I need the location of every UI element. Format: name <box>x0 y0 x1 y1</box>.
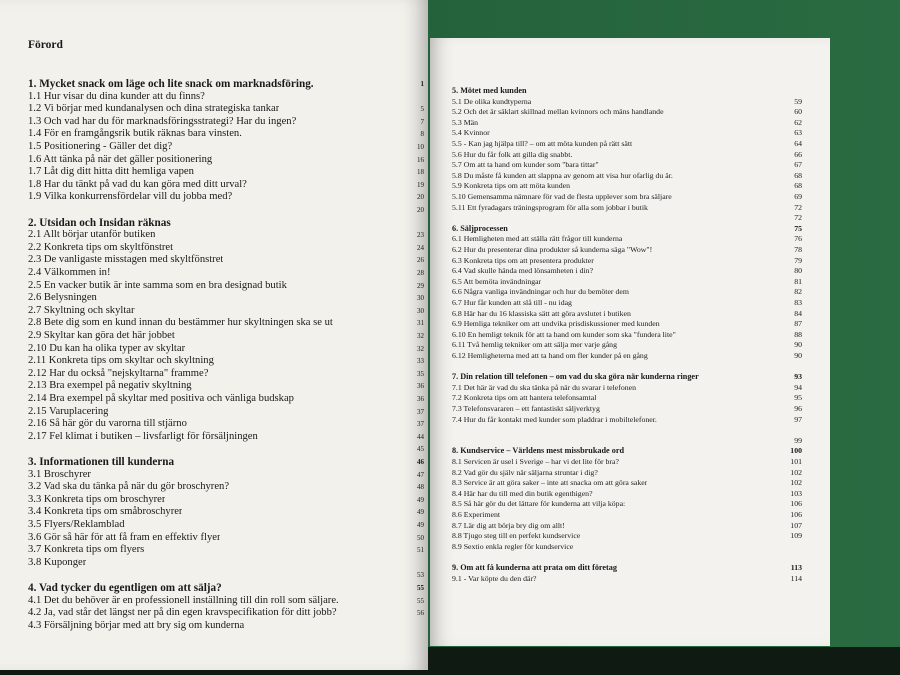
toc-page-number: 49 <box>417 495 424 504</box>
toc-page-number: 16 <box>417 155 424 164</box>
toc-page-number: 30 <box>417 294 424 303</box>
toc-page-number: 76 <box>794 234 802 244</box>
toc-entry <box>28 191 424 203</box>
toc-page-number: 97 <box>794 414 802 424</box>
toc-entry-title: 8.9 Sextio enkla regler för kundservice <box>452 541 574 551</box>
toc-entry-title: 2.4 Välkommen in! <box>28 267 111 278</box>
toc-page-number: 20 <box>417 193 424 202</box>
toc-entry <box>452 468 802 478</box>
toc-entry-title: 2.16 Så här gör du varorna till stjärno <box>28 418 187 430</box>
toc-page-number: 8 <box>420 130 424 139</box>
toc-entry <box>452 213 802 223</box>
toc-page-number: 90 <box>794 340 802 350</box>
toc-entry <box>28 595 424 607</box>
toc-entry <box>452 521 802 531</box>
toc-page-number: 94 <box>794 382 802 392</box>
toc-entry <box>452 97 802 107</box>
toc-page-number: 113 <box>790 563 802 572</box>
toc-entry-title: 7.4 Hur du får kontakt med kunder som pladdrar i mobiltelefoner. <box>452 414 657 424</box>
page-title: Förord <box>28 39 63 51</box>
toc-chapter-heading <box>452 372 802 382</box>
toc-entry-title: 2.15 Varuplacering <box>28 405 109 417</box>
toc-page-number: 36 <box>417 395 424 403</box>
toc-entry <box>28 620 424 632</box>
toc-entry-title: 9.1 - Var köpte du den där? <box>452 573 537 583</box>
toc-entry <box>452 160 802 170</box>
toc-entry-title: 5.6 Hur du får folk att gilla dig snabbt. <box>452 149 573 159</box>
toc-page-number: 93 <box>794 372 802 382</box>
toc-entry <box>28 418 424 430</box>
toc-page-number: 37 <box>417 420 424 429</box>
toc-entry <box>452 107 802 117</box>
toc-entry <box>452 383 802 393</box>
toc-entry-title: 6.11 Två hemlig tekniker om att sälja mer varje gång <box>452 340 617 350</box>
toc-entry-title: 2.17 Fel klimat i butiken – livsfarligt för försäljningen <box>28 430 258 442</box>
toc-page-number: 60 <box>794 107 802 117</box>
toc-entry <box>28 481 424 493</box>
toc-entry <box>28 431 424 443</box>
toc-chapter-heading <box>28 217 424 229</box>
toc-entry-title: 8.3 Service är att göra saker – inte att snacka om att göra saker <box>452 478 648 488</box>
toc-entry-title: 2.9 Skyltar kan göra det här jobbet <box>28 330 175 341</box>
toc-entry-title: 2.1 Allt börjar utanför butiken <box>28 229 156 241</box>
toc-page-number: 109 <box>790 531 802 541</box>
toc-page-number: 102 <box>790 467 802 477</box>
toc-page-number: 53 <box>417 571 424 580</box>
toc-page-number: 35 <box>417 369 424 378</box>
toc-entry <box>28 91 424 103</box>
toc-entry-title: 3.5 Flyers/Reklamblad <box>28 519 125 530</box>
toc-page-number: 62 <box>794 117 802 127</box>
toc-page-number: 20 <box>417 206 424 214</box>
toc-page-number: 18 <box>417 168 424 177</box>
toc-entry-title: 2.10 Du kan ha olika typer av skyltar <box>28 342 186 354</box>
toc-entry-title: 1. Mycket snack om läge och lite snack om marknadsföring. <box>28 78 314 90</box>
toc-entry-title: 6.10 En hemligt teknik för att ta hand om kunder som ska "fundera lite" <box>452 329 676 339</box>
toc-entry-title: 8. Kundservice – Världens mest missbrukade ord <box>452 446 625 456</box>
toc-entry <box>28 229 424 241</box>
toc-entry <box>452 415 802 425</box>
toc-entry <box>452 542 802 552</box>
toc-page-number: 33 <box>417 357 424 366</box>
toc-entry <box>28 519 424 531</box>
toc-entry-title: 5.5 - Kan jag hjälpa till? – om att möta kunden på rätt sätt <box>452 139 633 148</box>
toc-chapter-heading <box>452 563 802 573</box>
toc-entry-title: 1.6 Att tänka på när det gäller positionering <box>28 153 213 165</box>
toc-entry <box>452 340 802 350</box>
toc-entry-title: 6.12 Hemligheterna med att ta hand om fler kunder på en gång <box>452 351 648 360</box>
toc-entry-title: 2.7 Skyltning och skyltar <box>28 304 135 316</box>
toc-entry <box>28 254 424 266</box>
toc-entry <box>452 574 802 584</box>
toc-entry <box>452 118 802 128</box>
toc-entry-title: 5.8 Du måste få kunden att slappna av genom att visa hur ofarlig du är. <box>452 170 673 180</box>
toc-page-number: 37 <box>417 407 424 416</box>
toc-page-number: 102 <box>790 478 802 488</box>
toc-entry-title: 8.8 Tjugo steg till en perfekt kundservice <box>452 531 581 541</box>
toc-entry-title: 2.11 Konkreta tips om skyltar och skyltning <box>28 355 214 367</box>
toc-entry <box>28 443 424 455</box>
toc-entry <box>452 287 802 297</box>
toc-entry <box>28 317 424 329</box>
toc-page-number: 19 <box>417 180 424 189</box>
toc-entry <box>28 393 424 405</box>
toc-page-number: 30 <box>417 306 424 315</box>
toc-entry-title: 5.4 Kvinnor <box>452 128 490 138</box>
toc-entry-title: 8.5 Så här gör du det lättare för kunderna att vilja köpa: <box>452 499 626 509</box>
toc-page-number: 56 <box>417 609 424 618</box>
toc-entry-title: 1.9 Vilka konkurrensfördelar vill du jobba med? <box>28 191 233 203</box>
toc-entry-title: 6.6 Några vanliga invändningar och hur du bemöter dem <box>452 287 629 297</box>
toc-page-number: 46 <box>417 458 424 466</box>
toc-page-number: 82 <box>794 287 802 297</box>
toc-page-number: 72 <box>794 202 802 212</box>
toc-chapter-heading <box>452 86 802 96</box>
toc-entry <box>28 128 424 140</box>
toc-entry-title: 8.6 Experiment <box>452 510 501 519</box>
toc-entry <box>452 203 802 213</box>
toc-page-number: 107 <box>790 520 802 530</box>
toc-page-number: 80 <box>794 266 802 276</box>
toc-entry-title: 2.6 Belysningen <box>28 292 97 304</box>
toc-entry <box>452 457 802 467</box>
toc-page-number: 24 <box>417 243 424 252</box>
toc-entry <box>452 393 802 403</box>
toc-entry <box>28 494 424 506</box>
toc-entry-title: 3.4 Konkreta tips om småbroschyrer <box>28 506 183 518</box>
toc-entry-title: 2.8 Bete dig som en kund innan du bestämmer hur skyltningen ska se ut <box>28 317 333 329</box>
toc-entry-title: 8.7 Lär dig att börja bry dig om allt! <box>452 520 565 530</box>
toc-entry <box>452 171 802 181</box>
toc-entry <box>28 179 424 191</box>
toc-page-number: 72 <box>794 213 802 223</box>
toc-chapter-heading <box>28 456 424 468</box>
toc-entry <box>452 277 802 287</box>
left-book-page <box>0 0 428 670</box>
toc-entry-title: 2.13 Bra exempel på negativ skyltning <box>28 380 192 392</box>
toc-page-number: 32 <box>417 344 424 353</box>
toc-chapter-heading <box>28 582 424 594</box>
toc-entry <box>28 569 424 581</box>
toc-entry-title: 5.2 Och det är säklart skillnad mellan kvinnors och mäns handlande <box>452 107 664 117</box>
toc-entry-title: 7.1 Det här är vad du ska tänka på när du svarar i telefonen <box>452 382 637 392</box>
toc-entry <box>452 181 802 191</box>
toc-entry <box>28 242 424 254</box>
toc-page-number: 64 <box>794 139 802 148</box>
toc-entry-title: 8.1 Servicen är usel i Sverige – har vi det lite för bra? <box>452 457 619 466</box>
toc-entry <box>452 489 802 499</box>
toc-entry <box>28 469 424 481</box>
toc-entry-title: 1.4 För en framgångsrik butik räknas bara vinsten. <box>28 128 242 140</box>
toc-page-number: 67 <box>794 160 802 170</box>
toc-entry-title: 5.10 Gemensamma nämnare för vad de flesta upplever som bra säljare <box>452 192 672 201</box>
toc-entry <box>28 141 424 153</box>
toc-entry <box>452 531 802 541</box>
toc-page-number: 96 <box>794 404 802 413</box>
toc-page-number: 78 <box>794 245 802 254</box>
toc-page-number: 106 <box>790 510 802 519</box>
toc-entry-title: 2.3 De vanligaste misstagen med skyltfönstret <box>28 254 224 266</box>
toc-page-number: 99 <box>794 435 802 445</box>
toc-entry <box>28 280 424 292</box>
toc-entry-title: 5.7 Om att ta hand om kunder som "bara tittar" <box>452 160 599 170</box>
toc-page-number: 88 <box>794 329 802 339</box>
toc-entry <box>452 510 802 520</box>
toc-page-number: 81 <box>794 276 802 286</box>
toc-chapter-heading <box>452 224 802 234</box>
toc-page-number: 50 <box>417 533 424 542</box>
toc-entry <box>452 478 802 488</box>
toc-page-number: 32 <box>417 332 424 340</box>
toc-page-number: 106 <box>790 499 802 509</box>
toc-entry-title: 2.5 En vacker butik är inte samma som en bra designad butik <box>28 279 287 291</box>
toc-entry-title: 8.2 Vad gör du själv när säljarna struntar i dig? <box>452 467 598 477</box>
toc-entry <box>28 544 424 556</box>
toc-entry <box>452 245 802 255</box>
toc-entry-title: 1.5 Positionering - Gäller det dig? <box>28 141 173 152</box>
toc-entry <box>28 368 424 380</box>
toc-entry <box>452 404 802 414</box>
toc-entry-title: 3.8 Kuponger <box>28 556 87 568</box>
toc-entry-title: 5. Mötet med kunden <box>452 86 527 95</box>
toc-entry-title: 4.2 Ja, vad står det längst ner på din egen kravspecifikation för ditt jobb? <box>28 607 337 619</box>
toc-entry-title: 6.3 Konkreta tips om att presentera produkter <box>452 255 594 265</box>
toc-entry <box>28 204 424 216</box>
toc-entry-title: 4.1 Det du behöver är en professionell inställning till din roll som säljare. <box>28 594 339 606</box>
toc-entry-title: 1.7 Låt dig ditt hitta ditt hemliga vapen <box>28 166 194 178</box>
toc-page-number: 83 <box>794 298 802 307</box>
toc-entry <box>28 343 424 355</box>
toc-chapter-heading <box>28 78 424 90</box>
toc-entry <box>452 499 802 509</box>
toc-entry-title: 7.2 Konkreta tips om att hantera telefonsamtal <box>452 393 597 403</box>
toc-entry <box>28 506 424 518</box>
toc-entry <box>452 256 802 266</box>
toc-entry-title: 4. Vad tycker du egentligen om att sälja? <box>28 582 222 594</box>
toc-entry-title: 1.1 Hur visar du dina kunder att du finns? <box>28 90 205 102</box>
toc-page-number: 47 <box>417 470 424 479</box>
toc-entry <box>452 266 802 276</box>
toc-page-number: 87 <box>794 319 802 329</box>
toc-entry <box>28 267 424 279</box>
toc-entry <box>28 557 424 569</box>
toc-entry-title: 2.2 Konkreta tips om skyltfönstret <box>28 241 174 253</box>
toc-entry-title: 5.1 De olika kundtyperna <box>452 96 532 106</box>
toc-page-number: 66 <box>794 149 802 159</box>
toc-page-number: 48 <box>417 483 424 492</box>
toc-entry-title: 6.8 Här har du 16 klassiska sätt att göra avslutet i butiken <box>452 308 631 318</box>
toc-page-number: 55 <box>417 584 424 592</box>
toc-page-number: 55 <box>417 596 424 605</box>
toc-entry <box>452 150 802 160</box>
toc-page-number: 10 <box>417 143 424 151</box>
toc-page-number: 29 <box>417 281 424 290</box>
toc-page-number: 51 <box>417 546 424 555</box>
toc-entry-title: 1.8 Har du tänkt på vad du kan göra med ditt urval? <box>28 178 247 190</box>
toc-page-number: 103 <box>790 488 802 498</box>
toc-entry <box>452 351 802 361</box>
toc-entry <box>452 436 802 446</box>
toc-entry-title: 3. Informationen till kunderna <box>28 456 175 468</box>
toc-entry <box>452 139 802 149</box>
toc-entry <box>28 116 424 128</box>
toc-entry-title: 6.7 Hur får kunden att slå till - nu idag <box>452 298 572 307</box>
toc-entry-title: 1.2 Vi börjar med kundanalysen och dina strategiska tankar <box>28 103 280 115</box>
toc-entry-title: 3.1 Broschyrer <box>28 468 91 480</box>
toc-entry-title: 6.9 Hemliga tekniker om att undvika prisdiskussioner med kunden <box>452 319 660 329</box>
toc-entry-title: 2.12 Har du också "nejskyltarna" framme? <box>28 367 209 379</box>
toc-entry <box>452 192 802 202</box>
toc-chapter-heading <box>452 446 802 456</box>
toc-page-number: 68 <box>794 170 802 180</box>
toc-entry <box>28 532 424 544</box>
toc-entry <box>28 103 424 115</box>
toc-page-number: 49 <box>417 521 424 529</box>
toc-entry <box>452 298 802 308</box>
toc-entry <box>28 330 424 342</box>
toc-entry <box>28 406 424 418</box>
toc-page-number: 79 <box>794 255 802 265</box>
toc-page-number: 26 <box>417 256 424 265</box>
toc-entry <box>452 330 802 340</box>
toc-page-number: 1 <box>420 80 424 88</box>
toc-page-number: 49 <box>417 508 424 517</box>
toc-entry-title: 7. Din relation till telefonen – om vad du ska göra när kunderna ringer <box>452 372 699 382</box>
toc-page-number: 63 <box>794 128 802 138</box>
toc-entry-title: 1.3 Och vad har du för marknadsföringsstrategi? Har du ingen? <box>28 115 297 127</box>
toc-page-number: 101 <box>790 457 802 466</box>
toc-entry-title: 3.6 Gör så här för att få fram en effektiv flyer <box>28 531 221 543</box>
toc-entry <box>28 305 424 317</box>
toc-entry-title: 7.3 Telefonsvararen – ett fantastiskt säljverktyg <box>452 404 600 413</box>
toc-page-number: 84 <box>794 308 802 318</box>
toc-entry-title: 4.3 Försäljning börjar med att bry sig om kunderna <box>28 619 245 631</box>
toc-entry-title: 9. Om att få kunderna att prata om ditt företag <box>452 563 617 572</box>
toc-page-number: 100 <box>790 446 802 456</box>
toc-entry <box>452 319 802 329</box>
toc-page-number: 90 <box>794 351 802 360</box>
toc-entry <box>28 154 424 166</box>
toc-entry-title: 2.14 Bra exempel på skyltar med positiva och vänliga budskap <box>28 393 294 404</box>
toc-entry-title: 6.2 Hur du presenterar dina produkter så kunderna säga "Wow"! <box>452 245 653 254</box>
right-book-page <box>430 38 830 646</box>
toc-entry-title: 3.3 Konkreta tips om broschyrer <box>28 493 166 505</box>
toc-entry-title: 6. Säljprocessen <box>452 223 508 233</box>
toc-page-number: 23 <box>417 231 424 240</box>
toc-page-number: 59 <box>794 96 802 106</box>
toc-entry-title: 5.3 Män <box>452 117 478 127</box>
toc-page-number: 44 <box>417 432 424 441</box>
toc-page-number: 28 <box>417 269 424 277</box>
toc-page-number: 75 <box>794 223 802 233</box>
toc-page-number: 31 <box>417 319 424 328</box>
toc-entry-title: 3.2 Vad ska du tänka på när du gör broschyren? <box>28 481 230 493</box>
toc-entry <box>28 380 424 392</box>
toc-entry <box>28 166 424 178</box>
toc-page-number: 36 <box>417 382 424 391</box>
toc-entry <box>452 309 802 319</box>
toc-entry-title: 6.5 Att bemöta invändningar <box>452 276 542 286</box>
toc-page-number: 68 <box>794 181 802 191</box>
toc-page-number: 95 <box>794 393 802 403</box>
toc-entry-title: 8.4 Här har du till med din butik egenthigen? <box>452 488 593 498</box>
toc-entry <box>452 128 802 138</box>
toc-entry <box>452 234 802 244</box>
toc-entry-title: 2. Utsidan och Insidan räknas <box>28 216 171 229</box>
toc-entry <box>28 607 424 619</box>
toc-entry <box>28 355 424 367</box>
toc-page-number: 114 <box>790 573 802 583</box>
toc-page-number: 45 <box>417 445 424 454</box>
toc-entry-title: 3.7 Konkreta tips om flyers <box>28 544 145 556</box>
toc-entry-title: 5.11 Ett fyradagars träningsprogram för alla som jobbar i butik <box>452 202 648 212</box>
toc-page-number: 7 <box>420 117 424 126</box>
toc-page-number: 69 <box>794 192 802 201</box>
toc-entry-title: 6.1 Hemligheten med att ställa rätt frågor till kunderna <box>452 234 623 244</box>
toc-entry-title: 6.4 Vad skulle hända med lönsamheten i din? <box>452 266 594 276</box>
toc-entry-title: 5.9 Konkreta tips om att möta kunden <box>452 181 571 191</box>
toc-entry <box>28 292 424 304</box>
toc-page-number: 5 <box>420 105 424 114</box>
